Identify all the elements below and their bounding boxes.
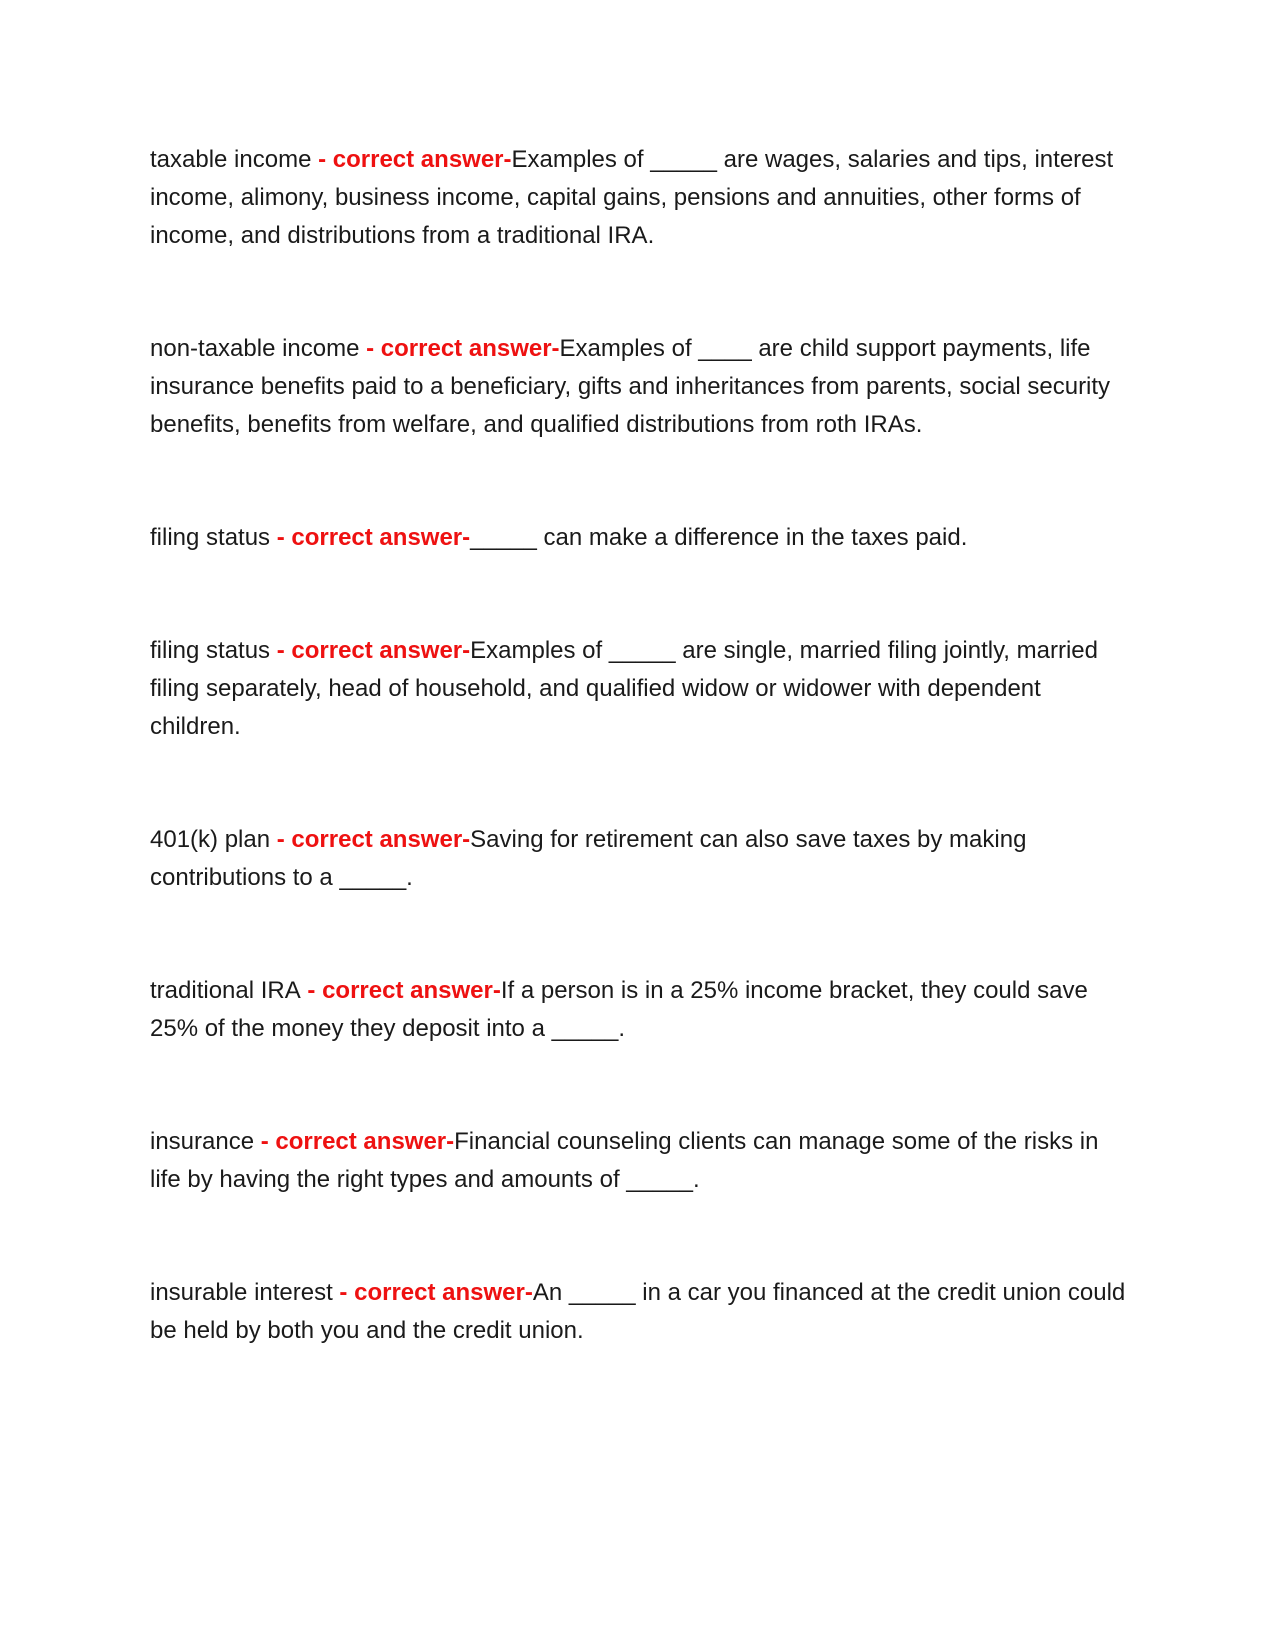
qa-entry: [150, 1274, 1130, 1350]
qa-entry: [150, 632, 1130, 746]
qa-entry: [150, 1123, 1130, 1199]
entry-definition: _____ can make a difference in the taxes paid.: [470, 524, 968, 551]
entry-definition: An _____ in a car you financed at the credit union could be held by both you and the credit union.: [150, 1279, 1126, 1344]
qa-entry: [150, 141, 1130, 255]
entry-term: 401(k) plan: [150, 826, 271, 853]
entry-definition: Examples of _____ are wages, salaries and tips, interest income, alimony, business income, capital gains, pensions and annuities, other forms of income, and distributions from a traditional IRA.: [150, 146, 1114, 249]
qa-entry: [150, 821, 1130, 897]
entry-term: insurance: [150, 1128, 255, 1155]
entry-term: insurable interest: [150, 1279, 333, 1306]
entry-term: filing status: [150, 524, 271, 551]
correct-answer-separator: - correct answer-: [270, 826, 471, 853]
entry-term: taxable income: [150, 146, 312, 173]
correct-answer-separator: - correct answer-: [270, 524, 471, 551]
entry-definition: Financial counseling clients can manage some of the risks in life by having the right types and amounts of _____.: [150, 1128, 1099, 1193]
qa-entry: [150, 519, 1130, 557]
correct-answer-separator: - correct answer-: [270, 637, 471, 664]
entry-term: traditional IRA: [150, 977, 301, 1004]
entry-definition: Saving for retirement can also save taxes by making contributions to a _____.: [150, 826, 1027, 891]
correct-answer-separator: - correct answer-: [332, 1279, 533, 1306]
entry-definition: Examples of ____ are child support payments, life insurance benefits paid to a beneficiary, gifts and inheritances from parents, social security benefits, benefits from welfare, and qualified distributions from roth IRAs.: [150, 335, 1111, 438]
qa-entry: [150, 330, 1130, 444]
entry-definition: Examples of _____ are single, married filing jointly, married filing separately, head of household, and qualified widow or widower with dependent children.: [150, 637, 1098, 740]
correct-answer-separator: - correct answer-: [300, 977, 501, 1004]
qa-entry: [150, 972, 1130, 1048]
correct-answer-separator: - correct answer-: [254, 1128, 455, 1155]
entry-term: non-taxable income: [150, 335, 360, 362]
entry-term: filing status: [150, 637, 271, 664]
correct-answer-separator: - correct answer-: [311, 146, 512, 173]
correct-answer-separator: - correct answer-: [359, 335, 560, 362]
entry-definition: If a person is in a 25% income bracket, they could save 25% of the money they deposit into a _____.: [150, 977, 1088, 1042]
